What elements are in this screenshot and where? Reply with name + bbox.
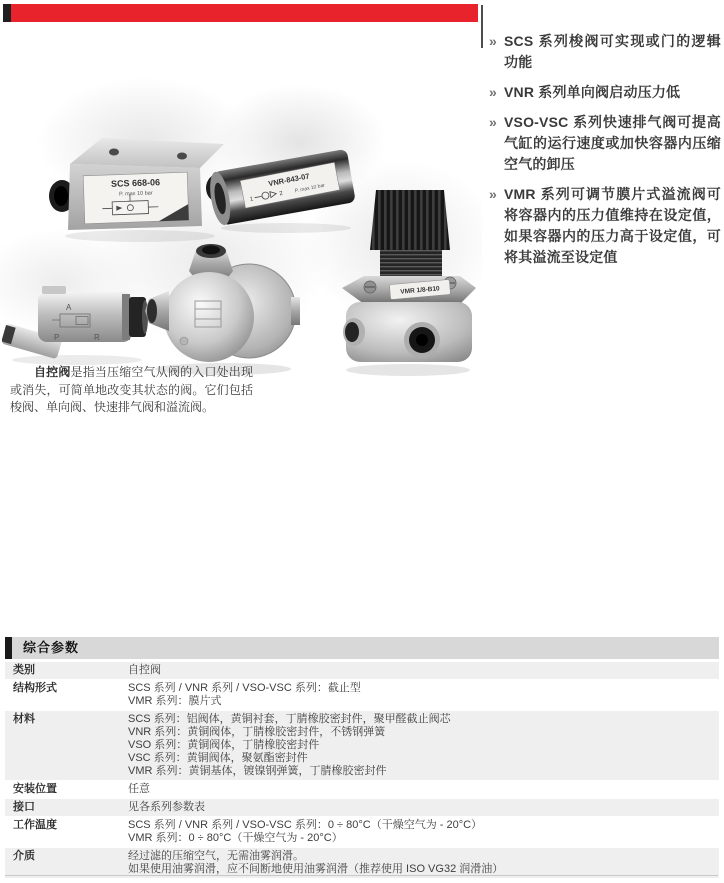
vso-port-a-marking: A <box>66 303 72 312</box>
page-bottom-rule <box>5 875 718 876</box>
row-value <box>128 850 719 876</box>
value-line: 经过滤的压缩空气，无需油雾润滑。 <box>128 850 304 862</box>
table-row-temperature <box>5 817 719 847</box>
table-row-mounting <box>5 781 719 798</box>
scs-pressure-label: P. max 10 bar <box>119 190 153 198</box>
row-value <box>128 713 719 778</box>
feature-bullet-list <box>489 31 721 277</box>
table-row-medium <box>5 848 719 878</box>
vso-valve-photo <box>2 272 154 367</box>
vnr-port1-label: 1 <box>249 196 254 204</box>
value-line: 如果使用油雾润滑，应不间断地使用油雾润滑（推荐使用 ISO VG32 润滑油） <box>128 863 504 875</box>
bullet-item <box>489 112 721 175</box>
row-label: 接口 <box>13 801 35 813</box>
bullet-marker-icon: » <box>489 33 497 49</box>
vnr-model-label: VNR-843-07 <box>267 171 311 189</box>
table-title: 综合参数 <box>23 640 80 655</box>
value-line: VMR 系列：膜片式 <box>128 695 222 707</box>
scs-model-label: SCS 668-06 <box>110 177 161 189</box>
row-label: 结构形式 <box>13 682 57 694</box>
table-row-materials <box>5 711 719 780</box>
bullet-text: VNR 系列单向阀启动压力低 <box>504 84 681 100</box>
row-value <box>128 664 719 677</box>
column-divider-line <box>481 5 483 48</box>
vmr-relief-valve-photo <box>330 190 480 378</box>
table-header <box>5 637 719 659</box>
table-row-construction <box>5 680 719 710</box>
row-label: 安装位置 <box>13 783 57 795</box>
value-line: 见各系列参数表 <box>128 801 205 813</box>
bullet-marker-icon: » <box>489 186 497 202</box>
row-label: 类别 <box>13 664 35 676</box>
header-accent-tab <box>5 637 12 659</box>
bullet-text: VSO-VSC 系列快速排气阀可提高气缸的运行速度或加快容器内压缩空气的卸压 <box>504 114 721 172</box>
bullet-marker-icon: » <box>489 84 497 100</box>
row-label: 介质 <box>13 850 35 862</box>
vso-port-r-marking: R <box>94 333 100 342</box>
intro-body: 是指当压缩空气从阀的入口处出现或消失，可简单地改变其状态的阀。它们包括梭阀、单向阀、快速排气阀和溢流阀。 <box>10 365 253 414</box>
intro-lead: 自控阀 <box>34 365 71 379</box>
vso-port-p-marking: P <box>54 333 60 342</box>
value-line: VSC 系列：黄铜阀体，聚氨酯密封件 <box>128 752 308 764</box>
header-black-notch <box>3 4 11 22</box>
bullet-marker-icon: » <box>489 114 497 130</box>
value-line: 自控阀 <box>128 664 161 676</box>
row-label: 工作温度 <box>13 819 57 831</box>
row-value <box>128 819 719 845</box>
vmr-model-label: VMR 1/8-B10 <box>400 285 440 296</box>
bullet-item <box>489 184 721 268</box>
product-photo-area <box>0 52 482 342</box>
bullet-item <box>489 82 721 103</box>
value-line: VSO 系列：黄铜阀体，丁腈橡胶密封件 <box>128 739 320 751</box>
bullet-text: VMR 系列可调节膜片式溢流阀可将容器内的压力值维持在设定值，如果容器内的压力高于设定值，可将其溢流至设定值 <box>504 186 721 265</box>
vsc-quick-exhaust-valve-photo <box>145 237 300 377</box>
bullet-item <box>489 31 721 73</box>
row-label: 材料 <box>13 713 35 725</box>
vnr-port2-label: 2 <box>278 190 284 198</box>
vnr-pressure-label: P. max 10 bar <box>294 182 326 195</box>
value-line: VNR 系列：黄铜阀体，丁腈橡胶密封件，不锈钢弹簧 <box>128 726 386 738</box>
intro-paragraph <box>10 364 253 417</box>
value-line: VMR 系列：黄铜基体，镀镍钢弹簧，丁腈橡胶密封件 <box>128 765 387 777</box>
value-line: SCS 系列 / VNR 系列 / VSO-VSC 系列：0 ÷ 80°C（干燥空气为 - 20°C） <box>128 819 483 831</box>
table-row-category <box>5 662 719 679</box>
general-parameters-table <box>5 637 719 879</box>
value-line: SCS 系列 / VNR 系列 / VSO-VSC 系列：截止型 <box>128 682 361 694</box>
value-line: SCS 系列：铝阀体，黄铜衬套，丁腈橡胶密封件，聚甲醛截止阀芯 <box>128 713 451 725</box>
value-line: VMR 系列：0 ÷ 80°C（干燥空气为 - 20°C） <box>128 832 343 844</box>
table-row-ports <box>5 799 719 816</box>
bullet-text: SCS 系列梭阀可实现或门的逻辑功能 <box>504 33 721 70</box>
header-red-bar <box>3 4 478 22</box>
row-value <box>128 783 719 796</box>
row-value <box>128 801 719 814</box>
row-value <box>128 682 719 708</box>
value-line: 任意 <box>128 783 150 795</box>
